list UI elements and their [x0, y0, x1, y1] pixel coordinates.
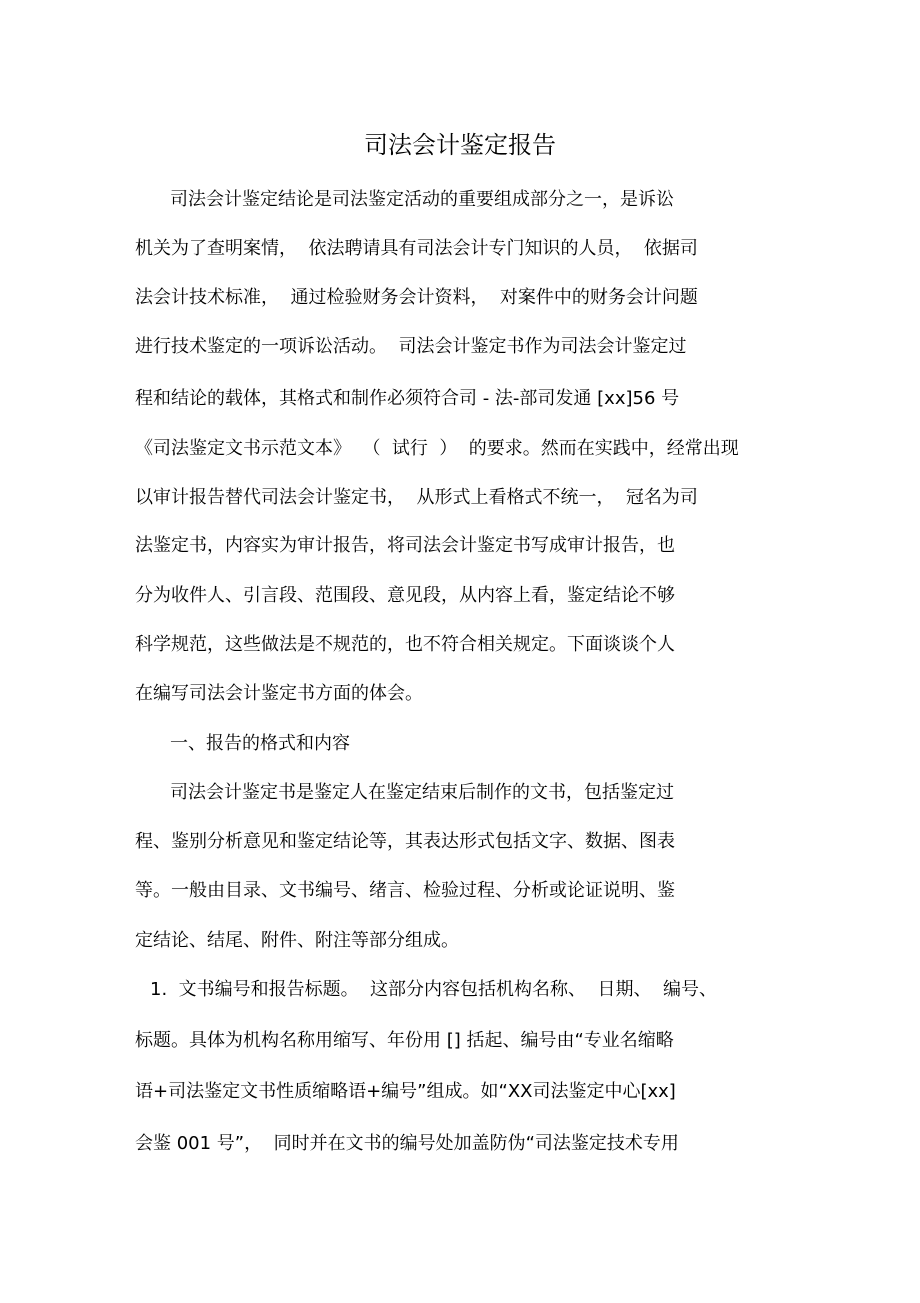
paragraph-line: 程、鉴别分析意见和鉴定结论等，其表达形式包括文字、数据、图表 [135, 831, 675, 852]
paragraph-line: 以审计报告替代司法会计鉴定书， 从形式上看格式不统一， 冠名为司 [135, 487, 698, 508]
paragraph-line: 程和结论的载体，其格式和制作必须符合司 - 法-部司发通 [xx]56 号 [135, 388, 680, 409]
paragraph-line: 定结论、结尾、附件、附注等部分组成。 [135, 930, 459, 951]
paragraph-line: 机关为了查明案情， 依法聘请具有司法会计专门知识的人员， 依据司 [135, 238, 698, 259]
paragraph-line: 在编写司法会计鉴定书方面的体会。 [135, 683, 423, 704]
paragraph-line: 标题。具体为机构名称用缩写、年份用 [] 括起、编号由“专业名缩略 [135, 1030, 674, 1051]
paragraph-line: 科学规范，这些做法是不规范的，也不符合相关规定。下面谈谈个人 [135, 634, 675, 655]
subsection-line: 1. 文书编号和报告标题。 这部分内容包括机构名称、 日期、 编号、 [150, 979, 717, 1000]
paragraph-line: 进行技术鉴定的一项诉讼活动。 司法会计鉴定书作为司法会计鉴定过 [135, 336, 687, 357]
paragraph-line: 分为收件人、引言段、范围段、意见段，从内容上看，鉴定结论不够 [135, 585, 675, 606]
paragraph-line: 《司法鉴定文书示范文本》 （ 试行 ） 的要求。然而在实践中，经常出现 [135, 438, 739, 459]
paragraph-line: 司法会计鉴定书是鉴定人在鉴定结束后制作的文书，包括鉴定过 [170, 782, 674, 803]
paragraph-line: 会鉴 001 号”， 同时并在文书的编号处加盖防伪“司法鉴定技术专用 [135, 1133, 679, 1154]
paragraph-line: 法鉴定书，内容实为审计报告，将司法会计鉴定书写成审计报告，也 [135, 535, 675, 556]
paragraph-line: 法会计技术标准， 通过检验财务会计资料， 对案件中的财务会计问题 [135, 287, 698, 308]
section-heading: 一、报告的格式和内容 [170, 733, 350, 754]
paragraph-line: 等。一般由目录、文书编号、绪言、检验过程、分析或论证说明、鉴 [135, 880, 675, 901]
paragraph-line: 语+司法鉴定文书性质缩略语+编号”组成。如“XX司法鉴定中心[xx] [135, 1081, 676, 1102]
paragraph-line: 司法会计鉴定结论是司法鉴定活动的重要组成部分之一，是诉讼 [170, 189, 674, 210]
document-title: 司法会计鉴定报告 [364, 131, 556, 159]
